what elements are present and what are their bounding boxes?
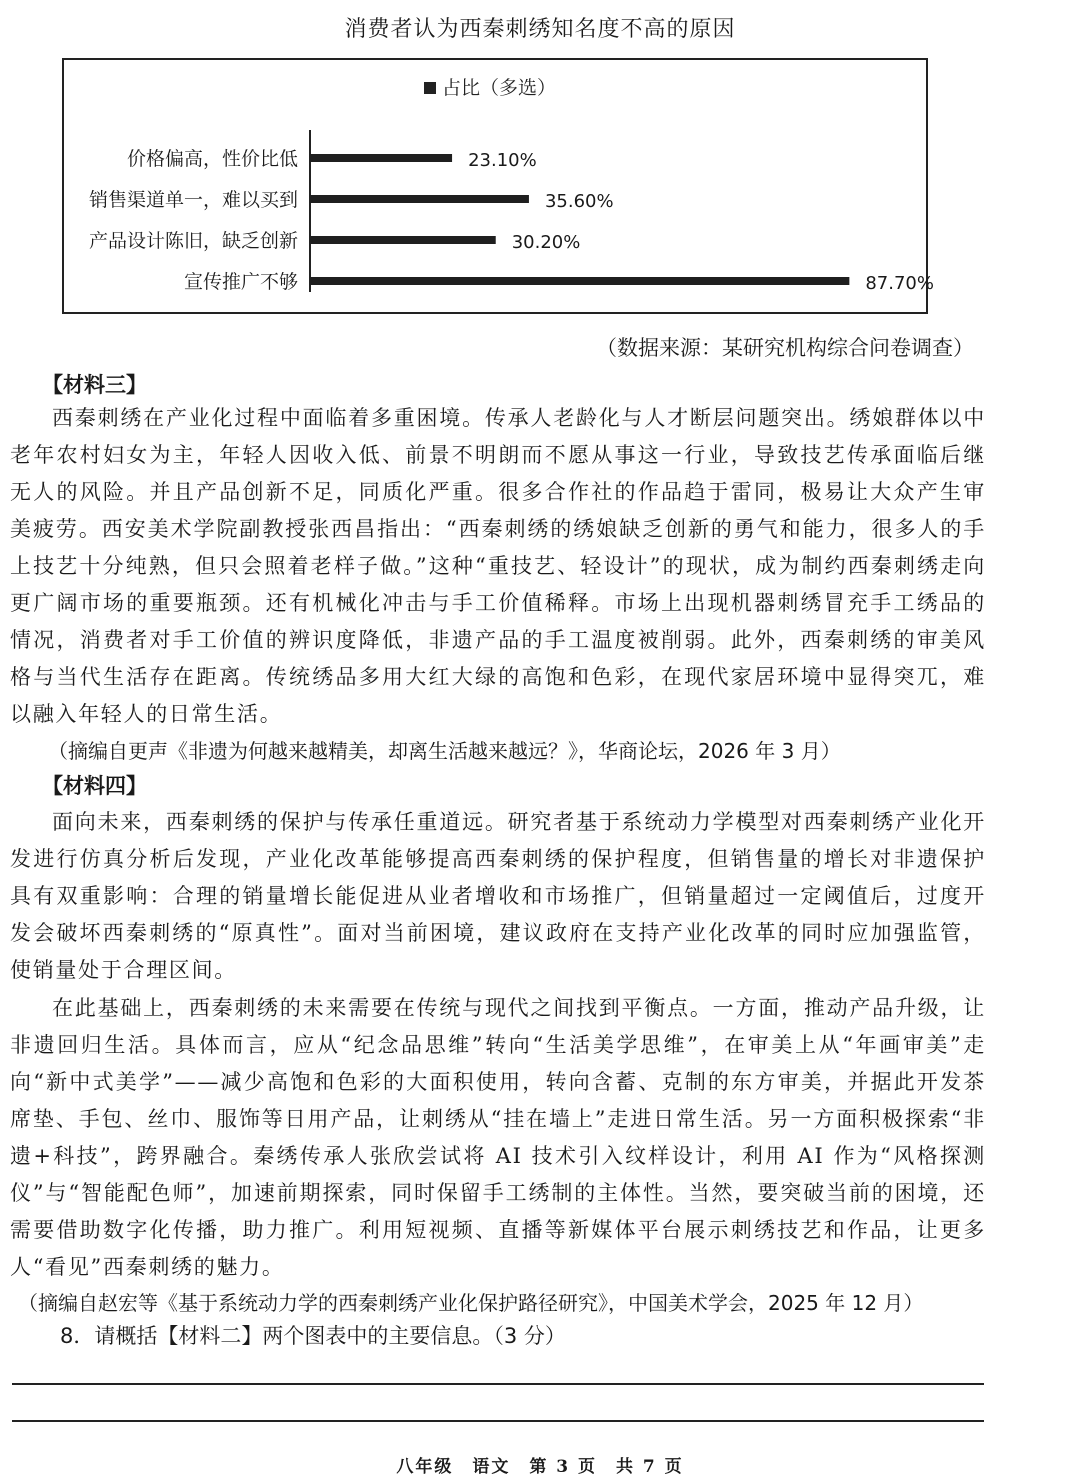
bar-value-label: 30.20% [511,232,581,253]
category-label: 销售渠道单一，难以买到 [88,189,298,211]
bar [310,195,529,203]
chart-title: 消费者认为西秦刺绣知名度不高的原因 [344,17,736,42]
data-source-note: （数据来源：某研究机构综合问卷调查） [596,336,974,360]
bar-chart [62,58,934,314]
category-label: 价格偏高，性价比低 [126,148,298,170]
material-four-title: 【材料四】 [42,774,147,798]
bar-value-label: 87.70% [865,273,934,294]
answer-line[interactable] [12,1383,984,1385]
material-three-citation: （摘编自更声《非遗为何越来越精美，却离生活越来越远？》，华商论坛，2026 年 3 月） [48,739,841,763]
page-footer: 八年级 语文 第 3 页 共 7 页 [396,1457,684,1477]
material-four-citation: （摘编自赵宏等《基于系统动力学的西秦刺绣产业化保护路径研究》，中国美术学会，2025 年 12 月） [18,1291,924,1315]
category-label: 产品设计陈旧，缺乏创新 [88,230,298,252]
category-label: 宣传推广不够 [183,271,298,293]
answer-line[interactable] [12,1420,984,1422]
question-8: 8．请概括【材料二】两个图表中的主要信息。（3 分） [60,1324,566,1348]
bar [310,236,496,244]
bar-value-label: 35.60% [544,191,614,212]
material-four-paragraph-1: 面向未来，西秦刺绣的保护与传承任重道远。研究者基于系统动力学模型对西秦刺绣产业化开发进行仿真分析后发现，产业化改革能够提高西秦刺绣的保护程度，但销售量的增长对非遗保护具有双重影响：合理的销量增长能促进从业者增收和市场推广，但销量超过一定阈值后，过度开发会破坏西秦刺绣的“原真性”。面对当前困境，建议政府在支持产业化改革的同时应加强监管，使销量处于合理区间。 [10,810,986,982]
bar [310,154,452,162]
legend-label: 占比（多选） [442,77,557,99]
bar-chart-svg [64,60,934,312]
material-three-title: 【材料三】 [42,373,147,397]
bar [310,277,849,285]
material-four-paragraph-2: 在此基础上，西秦刺绣的未来需要在传统与现代之间找到平衡点。一方面，推动产品升级，让非遗回归生活。具体而言，应从“纪念品思维”转向“生活美学思维”，在审美上从“年画审美”走向“新中式美学”——减少高饱和色彩的大面积使用，转向含蓄、克制的东方审美，并据此开发茶席垫、手包、丝巾、服饰等日用产品，让刺绣从“挂在墙上”走进日常生活。另一方面积极探索“非遗+科技”，跨界融合。秦绣传承人张欣尝试将 AI 技术引入纹样设计，利用 AI 作为“风格探测仪”与“智能配色师”，加速前期探索，同时保留手工绣制的主体性。当然，要突破当前的困境，还需要借助数字化传播，助力推广。利用短视频、直播等新媒体平台展示刺绣技艺和作品，让更多人“看见”西秦刺绣的魅力。 [10,996,986,1279]
bar-value-label: 23.10% [468,150,537,171]
legend-swatch [424,82,436,94]
material-three-text: 西秦刺绣在产业化过程中面临着多重困境。传承人老龄化与人才断层问题突出。绣娘群体以中老年农村妇女为主，年轻人因收入低、前景不明朗而不愿从事这一行业，导致技艺传承面临后继无人的风险。并且产品创新不足，同质化严重。很多合作社的作品趋于雷同，极易让大众产生审美疲劳。西安美术学院副教授张西昌指出：“西秦刺绣的绣娘缺乏创新的勇气和能力，很多人的手上技艺十分纯熟，但只会照着老样子做。”这种“重技艺、轻设计”的现状，成为制约西秦刺绣走向更广阔市场的重要瓶颈。还有机械化冲击与手工价值稀释。市场上出现机器刺绣冒充手工绣品的情况，消费者对手工价值的辨识度降低，非遗产品的手工温度被削弱。此外，西秦刺绣的审美风格与当代生活存在距离。传统绣品多用大红大绿的高饱和色彩，在现代家居环境中显得突兀，难以融入年轻人的日常生活。 [10,406,986,726]
